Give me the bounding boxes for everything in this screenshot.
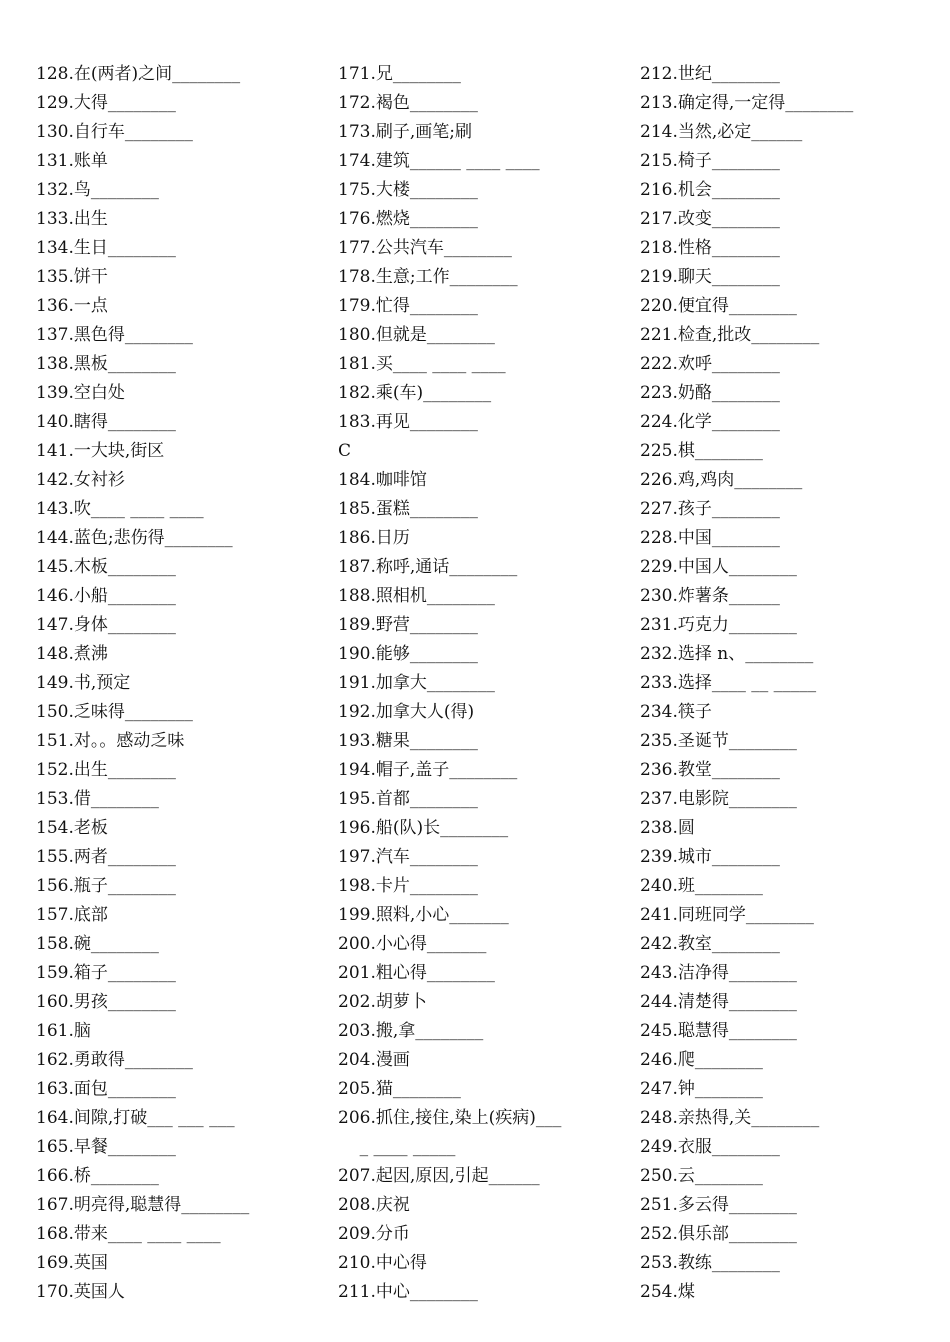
vocabulary-entry: 148.煮沸 [36, 644, 108, 664]
vocabulary-entry: 241.同班同学________ [640, 905, 814, 925]
vocabulary-entry: 244.清楚得________ [640, 992, 797, 1012]
vocabulary-entry: 209.分币 [338, 1224, 410, 1244]
vocabulary-entry: 205.猫________ [338, 1079, 461, 1099]
vocabulary-entry: 232.选择 n、________ [640, 644, 814, 664]
vocabulary-entry: C [338, 441, 352, 461]
vocabulary-entry: 238.圆 [640, 818, 695, 838]
vocabulary-entry: 165.早餐________ [36, 1137, 176, 1157]
vocabulary-entry: 155.两者________ [36, 847, 176, 867]
vocabulary-entry: 162.勇敢得________ [36, 1050, 193, 1070]
vocabulary-entry: 193.糖果________ [338, 731, 478, 751]
vocabulary-entry: 237.电影院________ [640, 789, 797, 809]
vocabulary-entry: 167.明亮得,聪慧得________ [36, 1195, 250, 1215]
vocabulary-entry: 188.照相机________ [338, 586, 495, 606]
vocabulary-entry: 139.空白处 [36, 383, 125, 403]
vocabulary-entry: 140.瞎得________ [36, 412, 176, 432]
vocabulary-entry: 198.卡片________ [338, 876, 478, 896]
vocabulary-entry: 218.性格________ [640, 238, 780, 258]
vocabulary-entry: 196.船(队)长________ [338, 818, 509, 838]
vocabulary-entry: 230.炸薯条______ [640, 586, 780, 606]
vocabulary-entry: 138.黑板________ [36, 354, 176, 374]
vocabulary-entry: 170.英国人 [36, 1282, 125, 1302]
vocabulary-entry: 144.蓝色;悲伤得________ [36, 528, 233, 548]
vocabulary-entry: 189.野营________ [338, 615, 478, 635]
vocabulary-entry: 153.借________ [36, 789, 159, 809]
vocabulary-entry: 229.中国人________ [640, 557, 797, 577]
vocabulary-entry: 199.照料,小心_______ [338, 905, 509, 925]
vocabulary-entry: 191.加拿大________ [338, 673, 495, 693]
vocabulary-entry: 176.燃烧________ [338, 209, 478, 229]
vocabulary-entry: 147.身体________ [36, 615, 176, 635]
vocabulary-entry: 128.在(两者)之间________ [36, 64, 241, 84]
vocabulary-column-1 [36, 60, 326, 1307]
vocabulary-entry: 220.便宜得________ [640, 296, 797, 316]
vocabulary-entry: 161.脑 [36, 1021, 91, 1041]
vocabulary-entry: 228.中国________ [640, 528, 780, 548]
vocabulary-entry: 247.钟________ [640, 1079, 763, 1099]
vocabulary-entry: 166.桥________ [36, 1166, 159, 1186]
vocabulary-entry: 180.但就是________ [338, 325, 495, 345]
vocabulary-entry: 254.煤 [640, 1282, 695, 1302]
vocabulary-entry: 141.一大块,街区 [36, 441, 165, 461]
vocabulary-entry: _ ____ _____ [338, 1137, 456, 1157]
vocabulary-entry: 243.洁净得________ [640, 963, 797, 983]
vocabulary-entry: 226.鸡,鸡肉________ [640, 470, 803, 490]
vocabulary-entry: 203.搬,拿________ [338, 1021, 484, 1041]
vocabulary-entry: 245.聪慧得________ [640, 1021, 797, 1041]
vocabulary-entry: 168.带来____ ____ ____ [36, 1224, 221, 1244]
vocabulary-entry: 195.首都________ [338, 789, 478, 809]
vocabulary-entry: 136.一点 [36, 296, 108, 316]
vocabulary-entry: 246.爬________ [640, 1050, 763, 1070]
vocabulary-entry: 149.书,预定 [36, 673, 131, 693]
vocabulary-entry: 142.女衬衫 [36, 470, 125, 490]
vocabulary-entry: 145.木板________ [36, 557, 176, 577]
vocabulary-entry: 207.起因,原因,引起______ [338, 1166, 540, 1186]
vocabulary-entry: 130.自行车________ [36, 122, 193, 142]
vocabulary-entry: 183.再见________ [338, 412, 478, 432]
vocabulary-entry: 137.黑色得________ [36, 325, 193, 345]
vocabulary-entry: 212.世纪________ [640, 64, 780, 84]
vocabulary-entry: 249.衣服________ [640, 1137, 780, 1157]
vocabulary-entry: 236.教堂________ [640, 760, 780, 780]
vocabulary-entry: 146.小船________ [36, 586, 176, 606]
vocabulary-entry: 185.蛋糕________ [338, 499, 478, 519]
vocabulary-entry: 219.聊天________ [640, 267, 780, 287]
vocabulary-entry: 184.咖啡馆 [338, 470, 427, 490]
vocabulary-column-2 [338, 60, 628, 1307]
vocabulary-entry: 169.英国 [36, 1253, 108, 1273]
vocabulary-entry: 134.生日________ [36, 238, 176, 258]
vocabulary-entry: 158.碗________ [36, 934, 159, 954]
vocabulary-entry: 163.面包________ [36, 1079, 176, 1099]
vocabulary-entry: 214.当然,必定______ [640, 122, 803, 142]
vocabulary-entry: 172.褐色________ [338, 93, 478, 113]
vocabulary-entry: 156.瓶子________ [36, 876, 176, 896]
vocabulary-entry: 248.亲热得,关________ [640, 1108, 820, 1128]
vocabulary-entry: 192.加拿大人(得) [338, 702, 475, 722]
vocabulary-entry: 131.账单 [36, 151, 108, 171]
vocabulary-entry: 221.检查,批改________ [640, 325, 820, 345]
vocabulary-entry: 154.老板 [36, 818, 108, 838]
vocabulary-entry: 204.漫画 [338, 1050, 410, 1070]
vocabulary-entry: 177.公共汽车________ [338, 238, 512, 258]
vocabulary-entry: 200.小心得_______ [338, 934, 487, 954]
vocabulary-entry: 133.出生 [36, 209, 108, 229]
vocabulary-entry: 211.中心________ [338, 1282, 478, 1302]
vocabulary-entry: 217.改变________ [640, 209, 780, 229]
vocabulary-entry: 213.确定得,一定得________ [640, 93, 854, 113]
vocabulary-entry: 222.欢呼________ [640, 354, 780, 374]
vocabulary-entry: 194.帽子,盖子________ [338, 760, 518, 780]
vocabulary-entry: 179.忙得________ [338, 296, 478, 316]
vocabulary-entry: 227.孩子________ [640, 499, 780, 519]
vocabulary-entry: 173.刷子,画笔;刷 [338, 122, 472, 142]
vocabulary-entry: 151.对。。感动乏味 [36, 731, 185, 751]
vocabulary-entry: 181.买____ ____ ____ [338, 354, 506, 374]
vocabulary-entry: 187.称呼,通话________ [338, 557, 518, 577]
vocabulary-entry: 129.大得________ [36, 93, 176, 113]
vocabulary-entry: 224.化学________ [640, 412, 780, 432]
vocabulary-entry: 206.抓住,接住,染上(疾病)___ [338, 1108, 562, 1128]
vocabulary-entry: 135.饼干 [36, 267, 108, 287]
vocabulary-entry: 252.俱乐部________ [640, 1224, 797, 1244]
vocabulary-entry: 175.大楼________ [338, 180, 478, 200]
vocabulary-entry: 215.椅子________ [640, 151, 780, 171]
vocabulary-entry: 190.能够________ [338, 644, 478, 664]
vocabulary-entry: 234.筷子 [640, 702, 712, 722]
vocabulary-entry: 251.多云得________ [640, 1195, 797, 1215]
vocabulary-entry: 150.乏味得________ [36, 702, 193, 722]
vocabulary-entry: 152.出生________ [36, 760, 176, 780]
vocabulary-entry: 233.选择____ __ _____ [640, 673, 817, 693]
vocabulary-entry: 143.吹____ ____ ____ [36, 499, 204, 519]
vocabulary-entry: 186.日历 [338, 528, 410, 548]
vocabulary-entry: 197.汽车________ [338, 847, 478, 867]
vocabulary-entry: 132.鸟________ [36, 180, 159, 200]
vocabulary-entry: 239.城市________ [640, 847, 780, 867]
vocabulary-entry: 216.机会________ [640, 180, 780, 200]
vocabulary-entry: 182.乘(车)________ [338, 383, 492, 403]
vocabulary-entry: 223.奶酪________ [640, 383, 780, 403]
vocabulary-entry: 250.云________ [640, 1166, 763, 1186]
vocabulary-entry: 242.教室________ [640, 934, 780, 954]
vocabulary-entry: 160.男孩________ [36, 992, 176, 1012]
vocabulary-entry: 178.生意;工作________ [338, 267, 518, 287]
vocabulary-entry: 164.间隙,打破___ ___ ___ [36, 1108, 235, 1128]
vocabulary-entry: 210.中心得 [338, 1253, 427, 1273]
vocabulary-entry: 201.粗心得________ [338, 963, 495, 983]
vocabulary-column-3 [640, 60, 940, 1307]
vocabulary-entry: 225.棋________ [640, 441, 763, 461]
vocabulary-entry: 253.教练________ [640, 1253, 780, 1273]
vocabulary-entry: 157.底部 [36, 905, 108, 925]
vocabulary-entry: 159.箱子________ [36, 963, 176, 983]
vocabulary-entry: 235.圣诞节________ [640, 731, 797, 751]
vocabulary-entry: 240.班________ [640, 876, 763, 896]
vocabulary-entry: 231.巧克力________ [640, 615, 797, 635]
vocabulary-entry: 202.胡萝卜 [338, 992, 427, 1012]
vocabulary-entry: 174.建筑______ ____ ____ [338, 151, 540, 171]
vocabulary-entry: 208.庆祝 [338, 1195, 410, 1215]
vocabulary-entry: 171.兄________ [338, 64, 461, 84]
